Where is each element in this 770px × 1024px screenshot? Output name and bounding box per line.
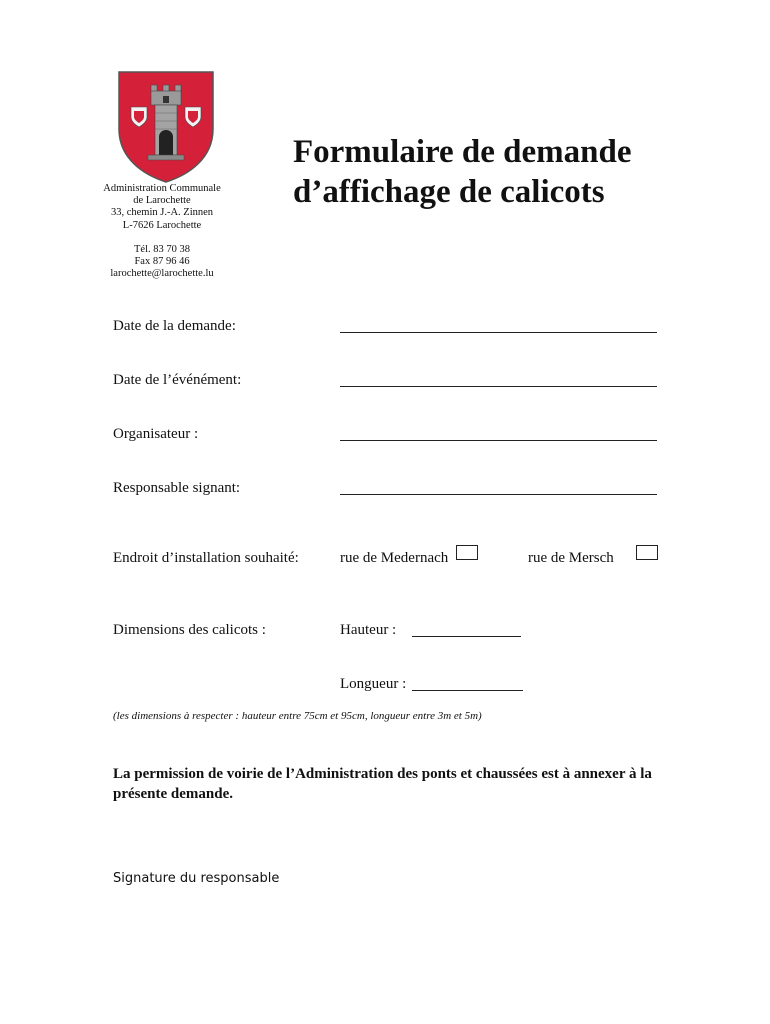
- date-demande-label: Date de la demande:: [113, 318, 236, 334]
- option-medernach-label: rue de Medernach: [340, 550, 449, 566]
- permission-notice: La permission de voirie de l’Administration des ponts et chaussées est à annexer à la présente demande.: [113, 766, 652, 802]
- address-line: Administration Communale: [103, 183, 221, 194]
- longueur-field[interactable]: [412, 690, 523, 691]
- phone: Tél. 83 70 38: [134, 244, 190, 255]
- signature-label: Signature du responsable: [113, 871, 280, 886]
- date-evenement-label: Date de l’événément:: [113, 372, 242, 388]
- longueur-label: Longueur :: [340, 676, 407, 692]
- option-mersch-label: rue de Mersch: [528, 550, 614, 566]
- dimensions-note: (les dimensions à respecter : hauteur entre 75cm et 95cm, longueur entre 3m et 5m): [113, 710, 482, 722]
- title-line-1: Formulaire de demande: [293, 134, 632, 170]
- checkbox-medernach[interactable]: [456, 545, 478, 560]
- address-line: de Larochette: [133, 195, 191, 207]
- date-demande-field[interactable]: [340, 332, 657, 333]
- organisateur-field[interactable]: [340, 440, 657, 441]
- email: larochette@larochette.lu: [110, 268, 214, 280]
- address-block: [96, 183, 228, 232]
- hauteur-field[interactable]: [412, 636, 521, 637]
- address-line: 33, chemin J.-A. Zinnen: [110, 207, 214, 219]
- dimensions-label: Dimensions des calicots :: [113, 622, 266, 638]
- responsable-label: Responsable signant:: [113, 480, 241, 496]
- organisateur-label: Organisateur :: [113, 426, 199, 442]
- fax: Fax 87 96 46: [134, 256, 190, 268]
- date-evenement-field[interactable]: [340, 386, 657, 387]
- contact-block: [96, 244, 228, 281]
- coat-of-arms-logo: [118, 71, 214, 183]
- hauteur-label: Hauteur :: [340, 622, 397, 638]
- responsable-field[interactable]: [340, 494, 657, 495]
- address-line: L-7626 Larochette: [122, 219, 202, 231]
- form-title: [293, 132, 713, 212]
- checkbox-mersch[interactable]: [636, 545, 658, 560]
- title-line-2: d’affichage de calicots: [293, 174, 605, 210]
- location-label: Endroit d’installation souhaité:: [113, 550, 299, 566]
